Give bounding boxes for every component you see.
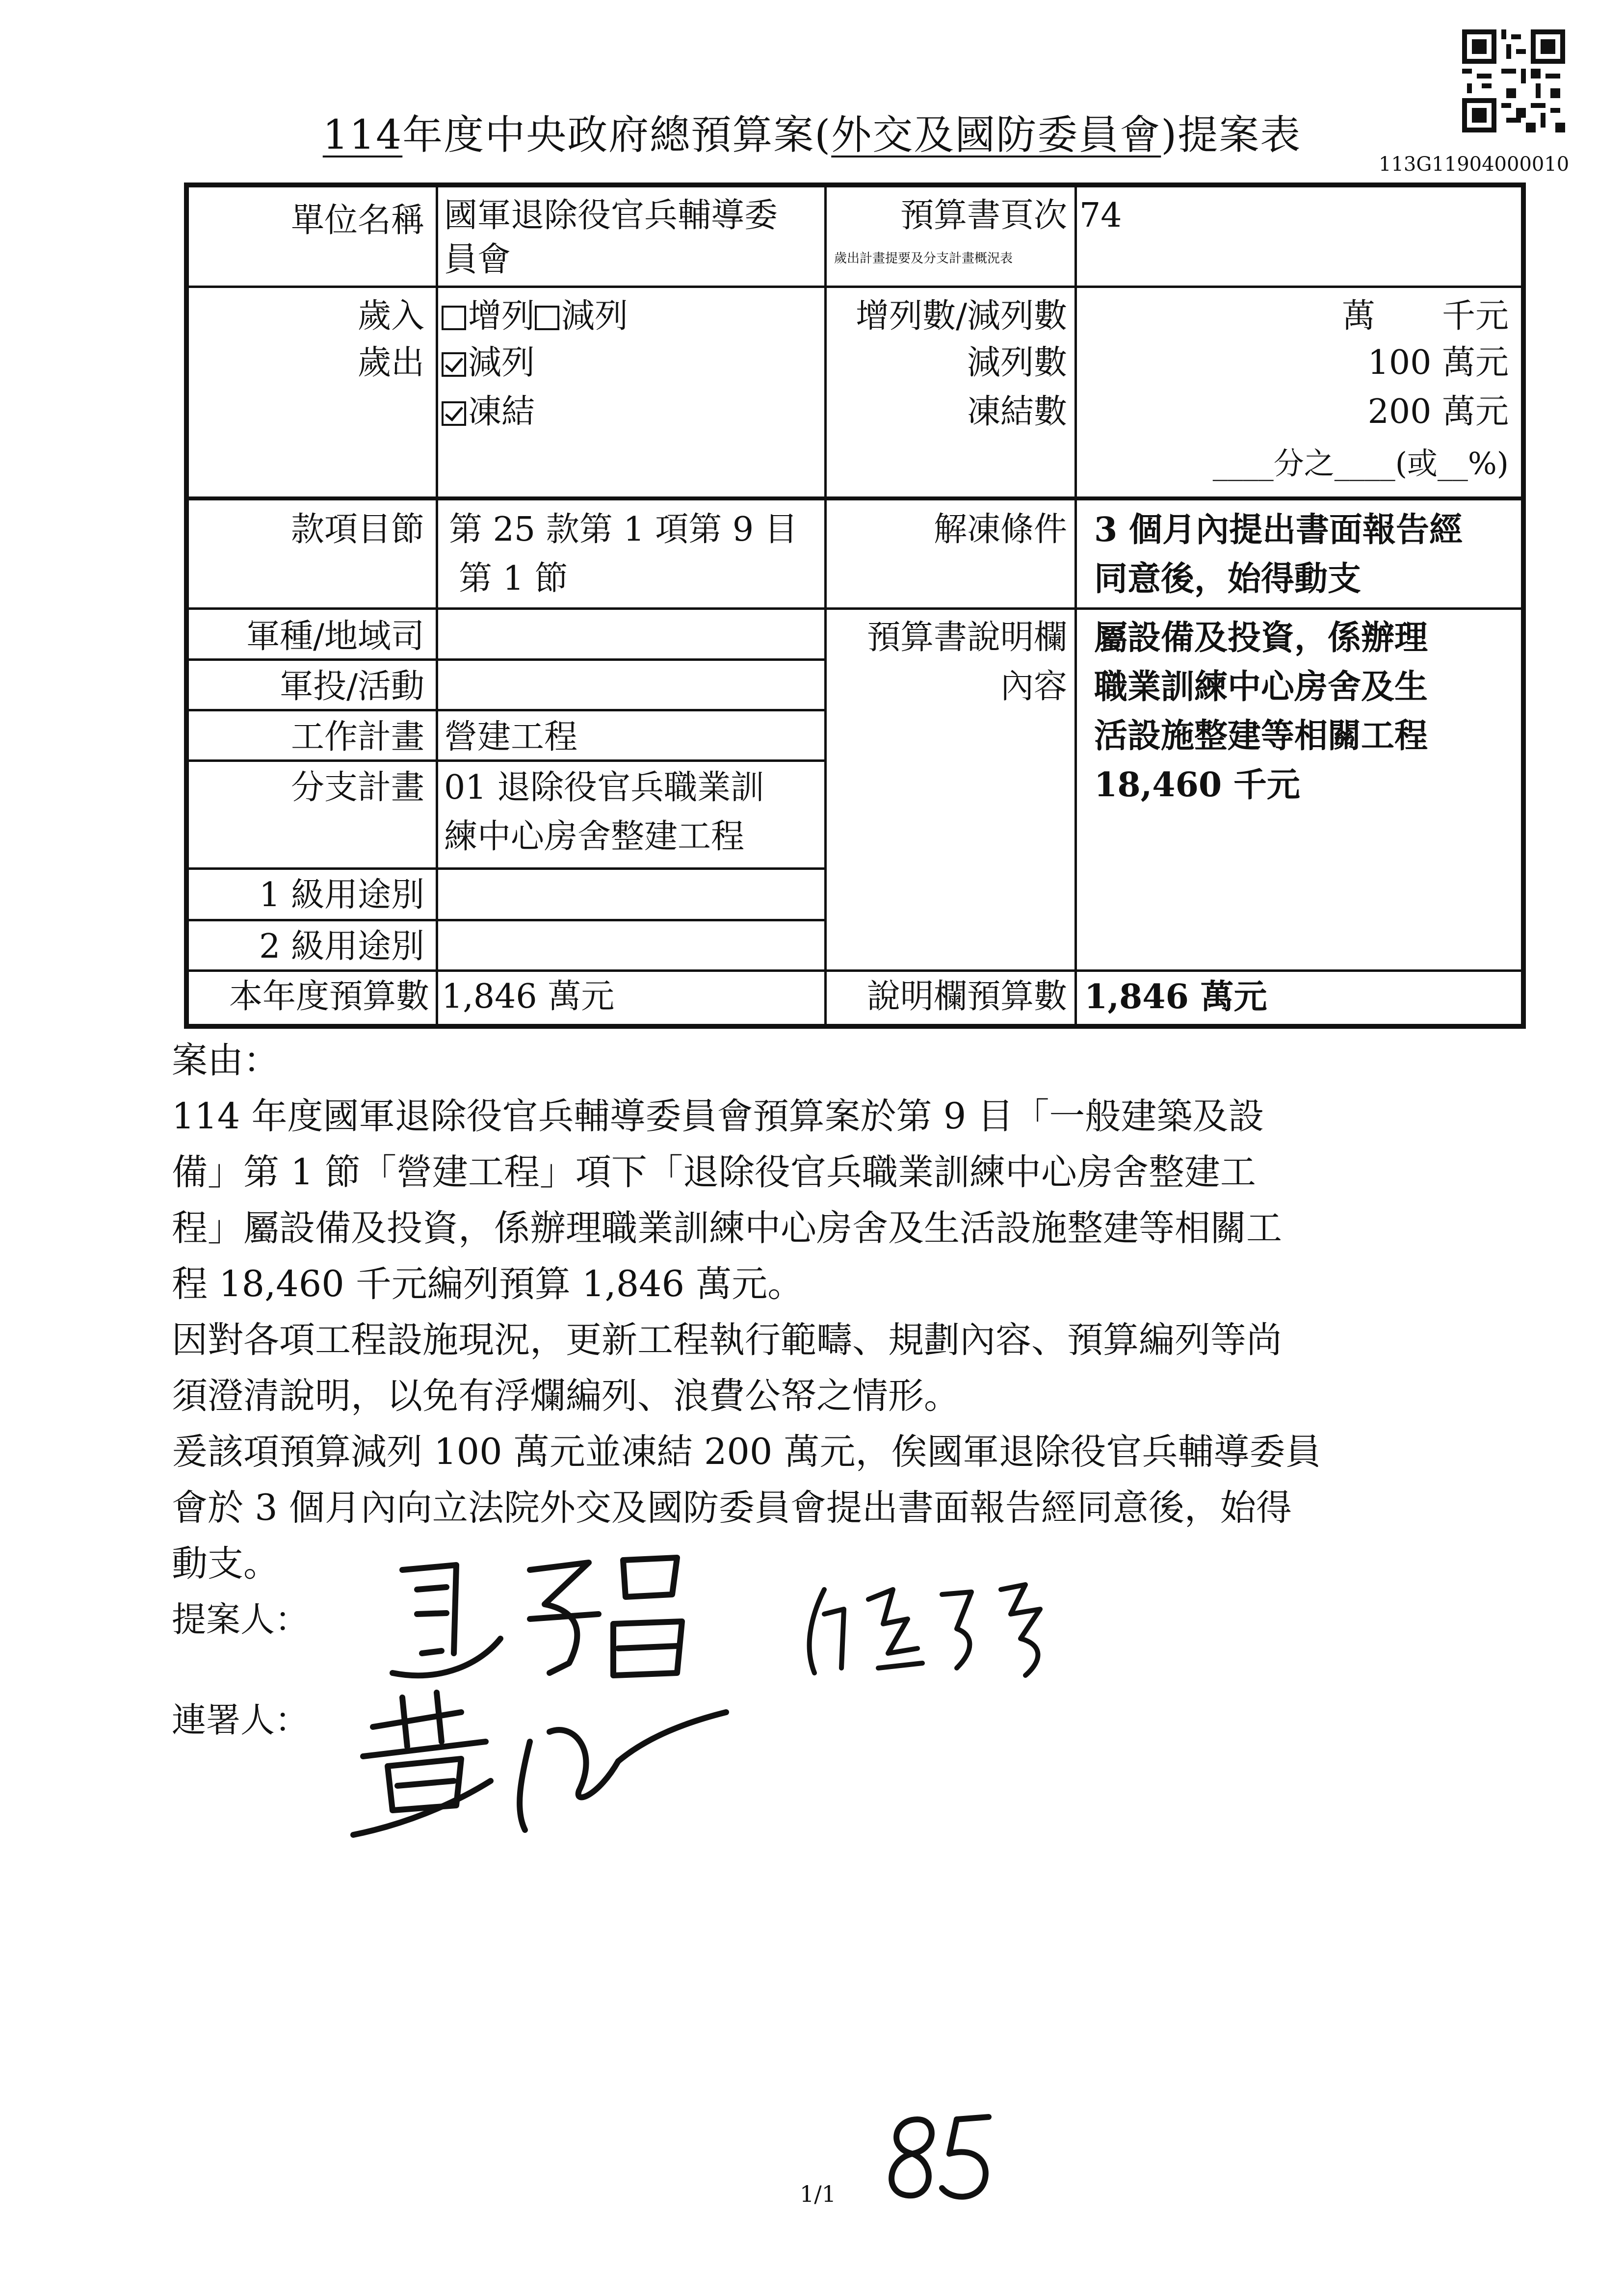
body-line-9: 動支。: [172, 1543, 279, 1585]
desc-line3: 活設施整建等相關工程: [1094, 716, 1428, 756]
unit-line1: 國軍退除役官兵輔導委: [444, 196, 778, 235]
desc-line2: 職業訓練中心房舍及生: [1094, 667, 1428, 706]
change-label: 增列數/減列數: [856, 297, 1067, 336]
freeze-value: 200 萬元: [1367, 392, 1509, 431]
page-title: [0, 103, 1624, 160]
desc-line1: 屬設備及投資，係辦理: [1094, 618, 1428, 657]
freeze-option: 凍結: [442, 389, 535, 436]
revenue-label: 歲入: [357, 297, 424, 336]
item-line1: 第 25 款第 1 項第 9 目: [449, 510, 798, 549]
expense-cut: 減列: [442, 339, 535, 387]
unit-line2: 員會: [444, 240, 511, 279]
cosigner-label: 連署人：: [172, 1700, 309, 1740]
freeze-checkbox: [442, 401, 466, 426]
cut-label: 減列數: [967, 343, 1067, 382]
freeze-label: 凍結數: [967, 392, 1067, 431]
cut-value: 100 萬元: [1367, 343, 1509, 382]
desc-budget-value: 1,846 萬元: [1084, 977, 1267, 1017]
expense-label: 歲出: [357, 343, 424, 382]
desc-label-1: 預算書說明欄: [866, 618, 1067, 657]
expense-cut-checkbox: [442, 352, 466, 377]
desc-line4: 18,460 千元: [1094, 765, 1300, 805]
unfreeze-line2: 同意後，始得動支: [1094, 559, 1362, 599]
unfreeze-line1: 3 個月內提出書面報告經: [1094, 510, 1463, 549]
body-line-5: 因對各項工程設施現況，更新工程執行範疇、規劃內容、預算編列等尚: [172, 1319, 1282, 1361]
desc-label-2: 內容: [1000, 667, 1067, 706]
unfreeze-label: 解凍條件: [933, 510, 1067, 549]
desc-budget-label: 說明欄預算數: [866, 977, 1067, 1016]
fraction-value: ____分之____(或__%): [1212, 445, 1509, 481]
change-value: 萬 千元: [1341, 297, 1509, 336]
level2-label: 2 級用途別: [259, 927, 424, 966]
title-year: 114: [322, 112, 403, 158]
body-line-6: 須澄清說明，以免有浮爛編列、浪費公帑之情形。: [172, 1375, 960, 1417]
title-end: )提案表: [1161, 112, 1302, 158]
work-label: 工作計畫: [290, 718, 424, 757]
body-line-7: 爰該項預算減列 100 萬元並凍結 200 萬元，俟國軍退除役官兵輔導委員: [172, 1431, 1321, 1473]
revenue-add-checkbox: [442, 306, 466, 330]
item-line2: 第 1 節: [459, 559, 568, 598]
cosigner-signature-icon: [343, 1683, 746, 1845]
body-line-8: 會於 3 個月內向立法院外交及國防委員會提出書面報告經同意後，始得: [172, 1487, 1292, 1529]
invest-label: 軍投/活動: [280, 667, 424, 706]
qr-code-icon: [1462, 29, 1565, 132]
proposal-table: [184, 183, 1526, 1029]
revenue-cut-checkbox: [535, 306, 559, 330]
page-count: 1/1: [800, 2181, 837, 2207]
document-number: 113G11904000010: [1379, 153, 1570, 176]
body-line-1: 114 年度國軍退除役官兵輔導委員會預算案於第 9 目「一般建築及設: [172, 1096, 1264, 1137]
title-committee: 外交及國防委員會: [831, 112, 1161, 158]
branch-line2: 練中心房舍整建工程: [444, 817, 745, 856]
page-label: 預算書頁次: [900, 196, 1067, 235]
level1-label: 1 級用途別: [259, 876, 424, 914]
military-label: 軍種/地域司: [246, 617, 424, 656]
page-value: 74: [1079, 196, 1122, 235]
proposer-label: 提案人：: [172, 1599, 309, 1640]
branch-line1: 01 退除役官兵職業訓: [444, 768, 764, 807]
body-line-2: 備」第 1 節「營建工程」項下「退除役官兵職業訓練中心房舍整建工: [172, 1151, 1256, 1193]
handwritten-page-number-icon: [878, 2110, 996, 2203]
budget-label: 本年度預算數: [229, 977, 429, 1016]
body-line-3: 程」屬設備及投資，係辦理職業訓練中心房舍及生活設施整建等相關工: [172, 1207, 1282, 1249]
proposal-body: [172, 1033, 1531, 1592]
work-value: 營建工程: [444, 718, 578, 757]
title-rest: 年度中央政府總預算案(: [402, 112, 832, 158]
unit-label: 單位名稱: [290, 201, 424, 240]
budget-value: 1,846 萬元: [442, 977, 615, 1016]
item-label: 款項目節: [290, 510, 424, 549]
reason-label: 案由：: [172, 1040, 279, 1081]
proposer-signature-1-icon: [383, 1540, 697, 1697]
body-line-4: 程 18,460 千元編列預算 1,846 萬元。: [172, 1263, 804, 1305]
proposer-signature-2-icon: [795, 1570, 1070, 1688]
branch-label: 分支計畫: [290, 768, 424, 807]
revenue-options: 增列 減列: [442, 293, 628, 340]
page-sub: 歲出計畫提要及分支計畫概況表: [834, 251, 1013, 266]
